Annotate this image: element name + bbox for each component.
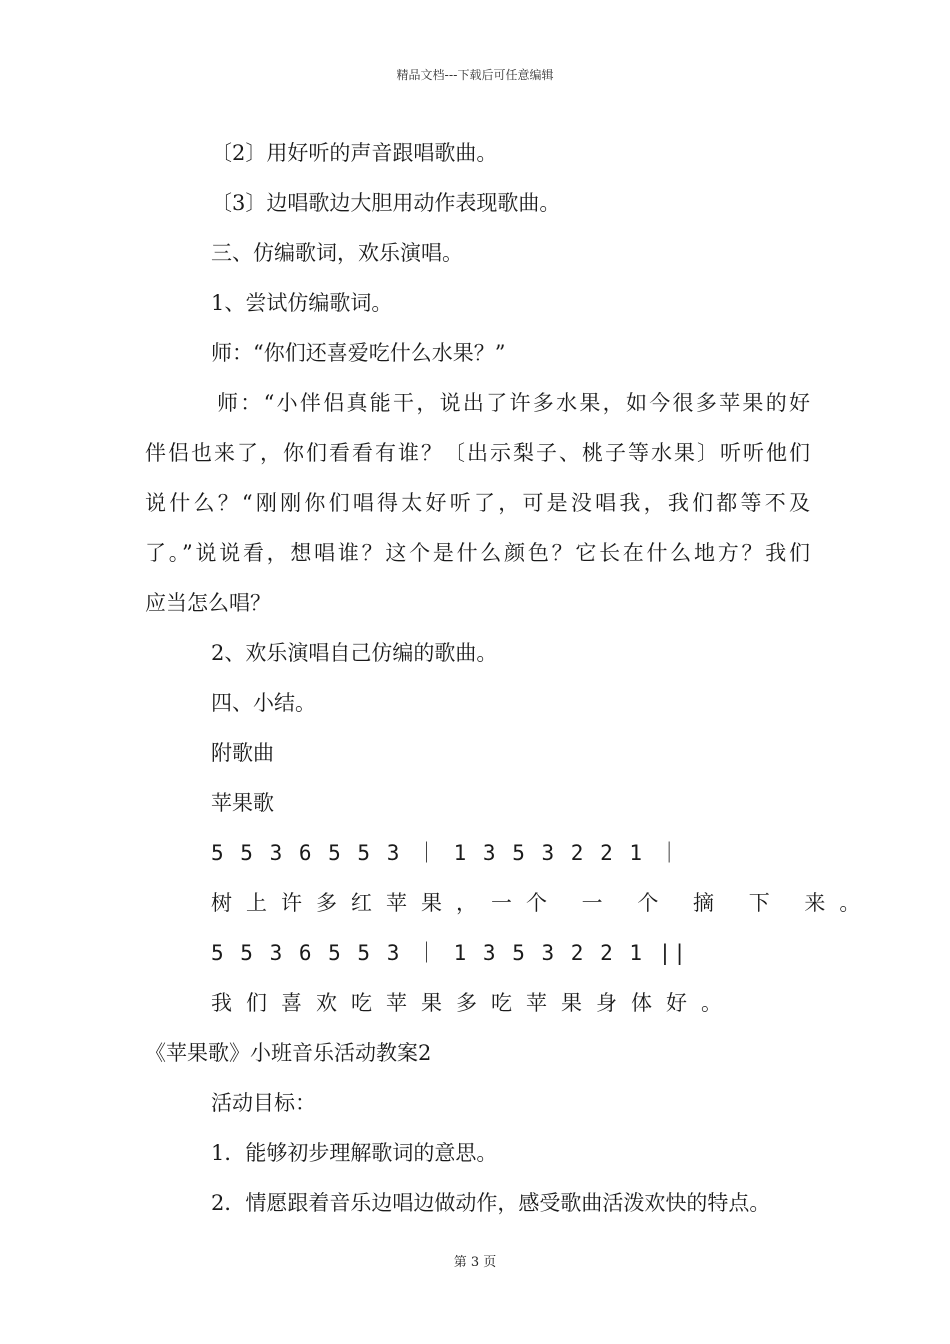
paragraph-line: 应当怎么唱？: [145, 591, 271, 615]
document-body: [145, 128, 875, 1228]
music-notation: 5 5 3 6 5 5 3 ｜ 1 3 5 3 2 2 1 ||: [211, 941, 688, 965]
paragraph-line: 〔3〕边唱歌边大胆用动作表现歌曲。: [211, 191, 561, 215]
paragraph-line: 1、尝试仿编歌词。: [211, 291, 393, 315]
paragraph-line: 伴侣也来了，你们看看有谁？〔出示梨子、桃子等水果〕听听他们: [145, 441, 810, 465]
section-heading: 活动目标：: [211, 1091, 316, 1115]
page-number: 第 3 页: [453, 1255, 497, 1270]
song-lyrics: 我们喜欢吃苹果多吃苹果身体好。: [211, 991, 736, 1015]
paragraph-line: 了。”说说看，想唱谁？这个是什么颜色？它长在什么地方？我们: [145, 541, 810, 565]
song-lyrics: 树上许多红苹果，一个 一 个 摘 下 来。: [211, 891, 875, 915]
section-heading: 四、小结。: [211, 691, 316, 715]
paragraph-line: 2．情愿跟着音乐边唱边做动作，感受歌曲活泼欢快的特点。: [211, 1191, 771, 1215]
paragraph-line: 〔2〕用好听的声音跟唱歌曲。: [211, 141, 498, 165]
paragraph-line: 师：“你们还喜爱吃什么水果？”: [211, 341, 506, 365]
section-heading: 三、仿编歌词，欢乐演唱。: [211, 241, 463, 265]
paragraph-line: 附歌曲: [211, 741, 274, 765]
song-title: 苹果歌: [211, 791, 274, 815]
paragraph-line: 2、欢乐演唱自己仿编的歌曲。: [211, 641, 498, 665]
paragraph-line: 1．能够初步理解歌词的意思。: [211, 1141, 498, 1165]
page-header: 精品文档---下载后可任意编辑: [396, 68, 554, 82]
paragraph-line: 师：“小伴侣真能干，说出了许多水果，如今很多苹果的好: [217, 391, 810, 415]
paragraph-line: 说什么？“刚刚你们唱得太好听了，可是没唱我，我们都等不及: [145, 491, 810, 515]
music-notation: 5 5 3 6 5 5 3 ｜ 1 3 5 3 2 2 1 ｜: [211, 841, 682, 865]
document-title: 《苹果歌》小班音乐活动教案2: [145, 1041, 432, 1065]
